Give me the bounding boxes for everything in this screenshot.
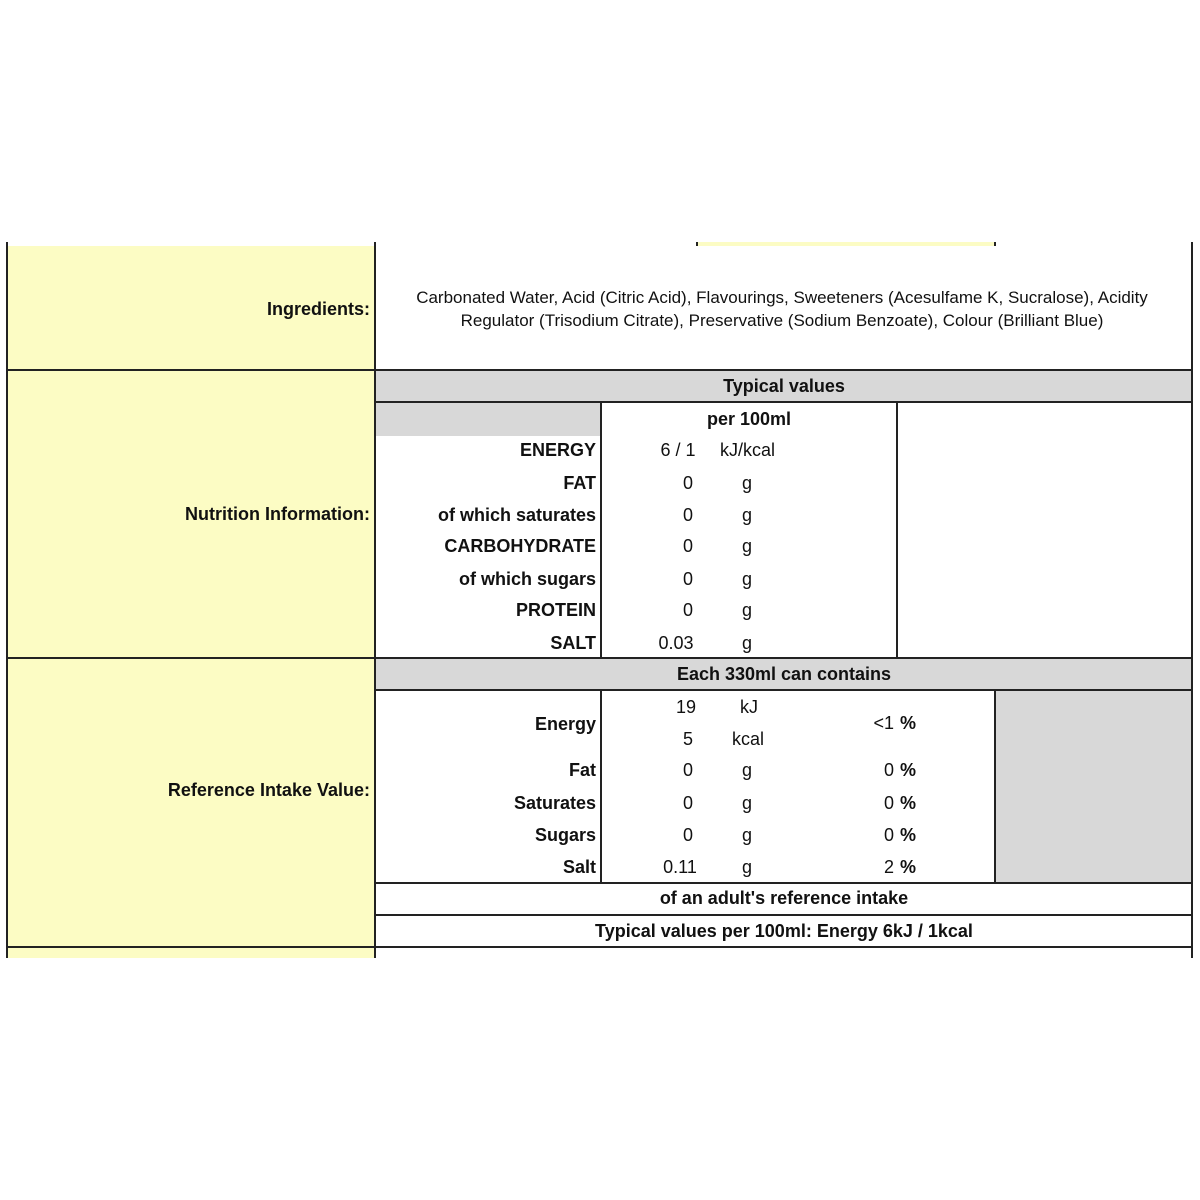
energy-kcal-value: 5 [682, 729, 693, 749]
reference-unit: g [742, 760, 753, 780]
col-divider [374, 242, 376, 958]
reference-percent-sign: % [900, 760, 917, 780]
reference-value: 0 [682, 825, 693, 845]
nutrient-name: FAT [563, 473, 596, 493]
energy-name: Energy [534, 714, 596, 734]
col-divider [600, 690, 602, 883]
reference-unit: g [742, 857, 753, 877]
reference-percent: 0 [883, 825, 894, 845]
nutrient-name: of which sugars [458, 569, 596, 589]
nutrient-name: ENERGY [519, 440, 596, 460]
nutrient-value: 0 [682, 600, 693, 620]
reference-name: Salt [562, 857, 596, 877]
reference-footer-note: of an adult's reference intake [659, 888, 909, 908]
row-divider [376, 689, 1192, 691]
row-divider [376, 401, 1192, 403]
reference-value: 0.11 [663, 857, 697, 877]
col-divider [6, 242, 8, 958]
typical-values-header: Typical values [723, 376, 845, 396]
reference-percent-sign: % [900, 825, 917, 845]
nutrient-unit: kJ/kcal [720, 440, 776, 460]
reference-percent-sign: % [900, 793, 917, 813]
row-divider [8, 369, 1192, 371]
nutrient-unit: g [742, 536, 753, 556]
row-divider [8, 946, 1192, 948]
nutrient-value: 0 [682, 473, 693, 493]
nutrient-unit: g [742, 505, 753, 525]
reference-percent: 0 [883, 793, 894, 813]
nutrient-name: CARBOHYDRATE [444, 536, 596, 556]
energy-percent-sign: % [900, 713, 917, 733]
nutrient-unit: g [742, 600, 753, 620]
gray-empty-cell [996, 690, 1192, 883]
nutrient-name: SALT [550, 633, 596, 653]
reference-value: 0 [682, 760, 693, 780]
per100-gray-cell [376, 402, 600, 436]
reference-name: Fat [569, 760, 596, 780]
nutrient-name: PROTEIN [515, 600, 596, 620]
nutrient-value: 0 [682, 505, 693, 525]
energy-kj-value: 19 [675, 697, 697, 717]
energy-kcal-unit: kcal [732, 729, 765, 749]
ingredients-label: Ingredients: [266, 299, 370, 319]
reference-label: Reference Intake Value: [167, 780, 370, 800]
col-divider [896, 402, 898, 658]
ingredients-text-line2: Regulator (Trisodium Citrate), Preservative (Sodium Benzoate), Colour (Brilliant Blue) [460, 311, 1104, 330]
col-divider [994, 690, 996, 883]
col-divider [1191, 242, 1193, 958]
nutrient-value: 0 [682, 569, 693, 589]
reference-name: Sugars [534, 825, 596, 845]
nutrient-value: 0.03 [658, 633, 694, 653]
reference-unit: g [742, 793, 753, 813]
top-stub [994, 242, 996, 246]
nutrient-unit: g [742, 473, 753, 493]
nutrient-value: 0 [682, 536, 693, 556]
nutrient-value: 6 / 1 [660, 440, 696, 460]
ingredients-text-line1: Carbonated Water, Acid (Citric Acid), Flavourings, Sweeteners (Acesulfame K, Sucralose), Acidity [416, 288, 1148, 307]
energy-percent: <1 [873, 713, 894, 733]
label-column [8, 246, 374, 958]
can-contains-header: Each 330ml can contains [676, 664, 892, 684]
top-highlight [698, 242, 994, 246]
top-stub [696, 242, 698, 246]
energy-kj-unit: kJ [740, 697, 758, 717]
reference-value: 0 [682, 793, 693, 813]
nutrient-name: of which saturates [437, 505, 596, 525]
col-divider [600, 402, 602, 658]
reference-unit: g [742, 825, 753, 845]
reference-name: Saturates [513, 793, 596, 813]
reference-percent: 0 [883, 760, 894, 780]
nutrition-label: Nutrition Information: [185, 504, 370, 524]
row-divider [376, 914, 1192, 916]
nutrient-unit: g [742, 569, 753, 589]
typical-values-summary: Typical values per 100ml: Energy 6kJ / 1kcal [595, 921, 973, 941]
nutrient-unit: g [742, 633, 753, 653]
per-100ml-header: per 100ml [706, 409, 792, 429]
reference-percent: 2 [883, 857, 894, 877]
row-divider [376, 882, 1192, 884]
reference-percent-sign: % [900, 857, 917, 877]
